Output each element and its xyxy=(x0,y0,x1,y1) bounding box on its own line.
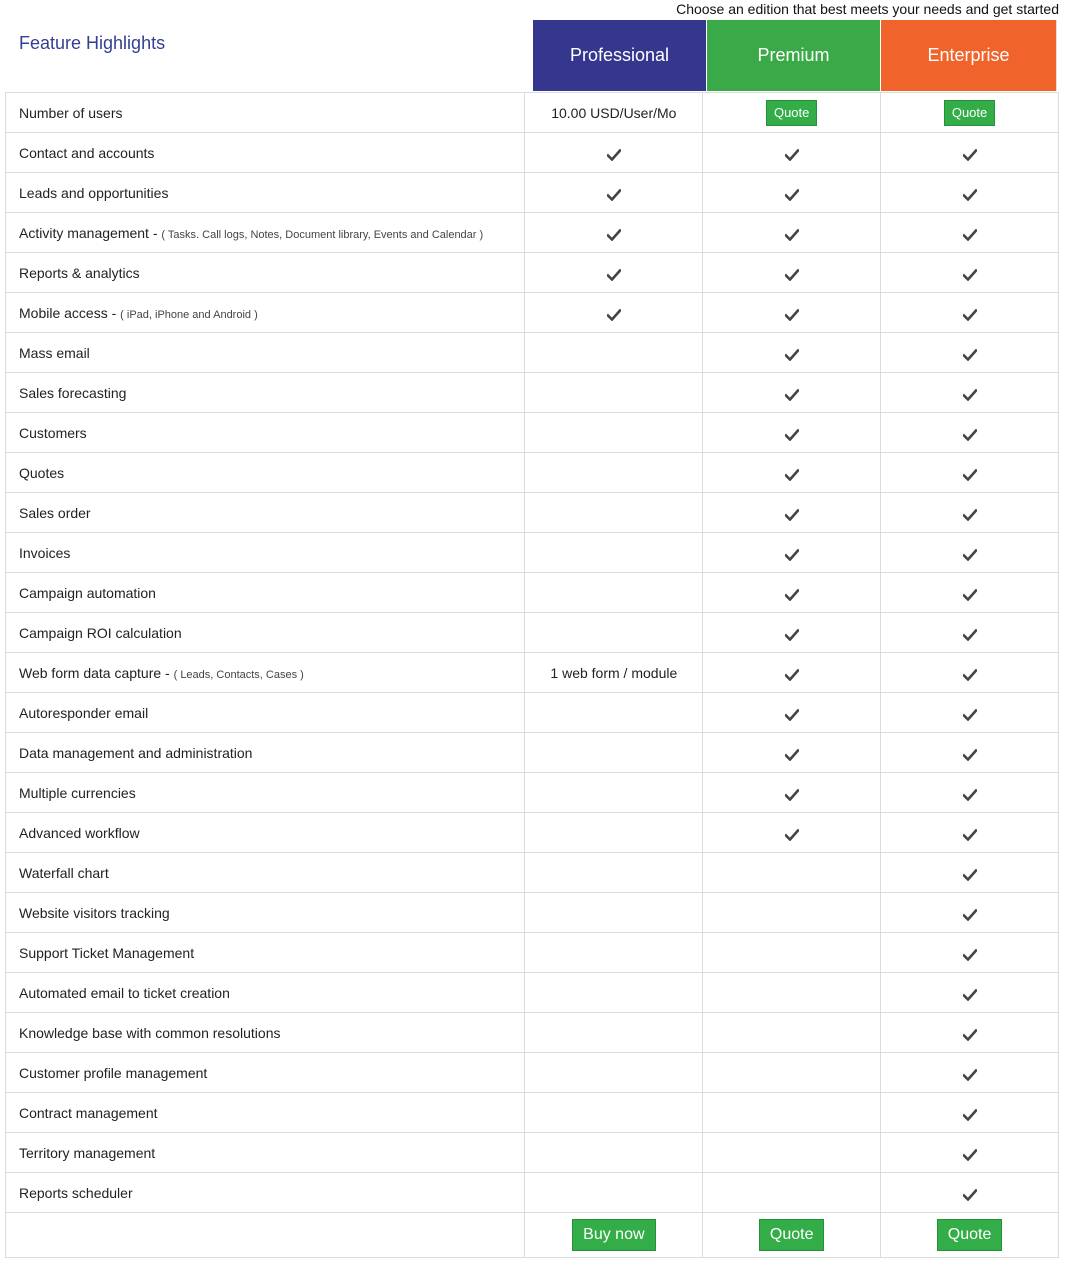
professional-cell xyxy=(525,1093,703,1133)
professional-cell xyxy=(525,653,703,693)
premium-cell xyxy=(703,653,881,693)
professional-cell xyxy=(525,373,703,413)
premium-quote-button[interactable]: Quote xyxy=(766,100,817,126)
enterprise-cell xyxy=(881,933,1059,973)
feature-highlights-heading: Feature Highlights xyxy=(19,33,166,53)
feature-label: Contact and accounts xyxy=(19,144,155,161)
feature-row xyxy=(6,413,1059,453)
premium-cell xyxy=(703,1173,881,1213)
professional-cell xyxy=(525,533,703,573)
checkmark-icon xyxy=(963,308,977,320)
checkmark-icon xyxy=(963,1108,977,1120)
professional-cell xyxy=(525,133,703,173)
feature-label: Sales order xyxy=(19,504,91,521)
enterprise-cell xyxy=(881,253,1059,293)
professional-cell xyxy=(525,893,703,933)
enterprise-quote-button[interactable]: Quote xyxy=(944,100,995,126)
checkmark-icon xyxy=(785,428,799,440)
premium-cell xyxy=(703,573,881,613)
checkmark-icon xyxy=(963,1068,977,1080)
feature-label: Territory management xyxy=(19,1144,156,1161)
feature-label: Advanced workflow xyxy=(19,824,140,841)
footer-enterprise-quote-button[interactable]: Quote xyxy=(937,1219,1003,1251)
feature-row xyxy=(6,773,1059,813)
feature-label: Customers xyxy=(19,424,87,441)
feature-row xyxy=(6,853,1059,893)
feature-row xyxy=(6,1093,1059,1133)
premium-cell xyxy=(703,973,881,1013)
premium-cell xyxy=(703,693,881,733)
feature-label: Contract management xyxy=(19,1104,158,1121)
feature-label: Customer profile management xyxy=(19,1064,208,1081)
checkmark-icon xyxy=(785,628,799,640)
feature-cell xyxy=(6,813,525,853)
professional-cell xyxy=(525,813,703,853)
tagline: Choose an edition that best meets your needs and get started xyxy=(676,1,1059,17)
professional-cell xyxy=(525,853,703,893)
checkmark-icon xyxy=(785,268,799,280)
enterprise-cell xyxy=(881,293,1059,333)
feature-label: Mass email xyxy=(19,344,90,361)
feature-row xyxy=(6,1053,1059,1093)
checkmark-icon xyxy=(963,548,977,560)
checkmark-icon xyxy=(963,228,977,240)
feature-row xyxy=(6,613,1059,653)
footer-empty-cell xyxy=(6,1213,525,1258)
feature-cell xyxy=(6,613,525,653)
professional-cell xyxy=(525,1053,703,1093)
checkmark-icon xyxy=(963,788,977,800)
professional-cell xyxy=(525,333,703,373)
feature-cell xyxy=(6,533,525,573)
feature-cell xyxy=(6,1013,525,1053)
feature-cell xyxy=(6,653,525,693)
feature-label: Support Ticket Management xyxy=(19,944,195,961)
professional-cell xyxy=(525,213,703,253)
footer-premium-quote-button[interactable]: Quote xyxy=(759,1219,825,1251)
feature-comparison-table xyxy=(5,92,1059,1258)
feature-cell xyxy=(6,573,525,613)
enterprise-cell xyxy=(881,413,1059,453)
feature-row xyxy=(6,133,1059,173)
enterprise-cell xyxy=(881,853,1059,893)
checkmark-icon xyxy=(785,388,799,400)
feature-label: Invoices xyxy=(19,544,71,561)
professional-price: 10.00 USD/User/Mo xyxy=(525,93,703,133)
checkmark-icon xyxy=(785,188,799,200)
feature-cell xyxy=(6,173,525,213)
checkmark-icon xyxy=(963,628,977,640)
checkmark-icon xyxy=(607,148,621,160)
feature-label: Number of users xyxy=(6,93,525,133)
enterprise-cell xyxy=(881,773,1059,813)
checkmark-icon xyxy=(963,268,977,280)
checkmark-icon xyxy=(607,308,621,320)
professional-cell xyxy=(525,173,703,213)
checkmark-icon xyxy=(785,828,799,840)
feature-label: Sales forecasting xyxy=(19,384,127,401)
professional-value: 1 web form / module xyxy=(550,664,678,681)
feature-label: Data management and administration xyxy=(19,744,253,761)
checkmark-icon xyxy=(785,668,799,680)
feature-row xyxy=(6,733,1059,773)
enterprise-cell xyxy=(881,93,1059,133)
premium-cell xyxy=(703,333,881,373)
premium-cell xyxy=(703,1053,881,1093)
feature-label: Quotes xyxy=(19,464,65,481)
feature-row xyxy=(6,533,1059,573)
premium-cell xyxy=(703,253,881,293)
professional-cell xyxy=(525,453,703,493)
feature-cell xyxy=(6,293,525,333)
feature-row xyxy=(6,253,1059,293)
checkmark-icon xyxy=(963,748,977,760)
enterprise-cell xyxy=(881,613,1059,653)
checkmark-icon xyxy=(607,268,621,280)
professional-cell xyxy=(525,613,703,653)
feature-cell xyxy=(6,1173,525,1213)
premium-cell xyxy=(703,813,881,853)
checkmark-icon xyxy=(963,1148,977,1160)
checkmark-icon xyxy=(785,228,799,240)
checkmark-icon xyxy=(963,868,977,880)
premium-cell xyxy=(703,773,881,813)
premium-cell xyxy=(703,893,881,933)
feature-cell xyxy=(6,933,525,973)
footer-premium-cell xyxy=(703,1213,881,1258)
checkmark-icon xyxy=(607,188,621,200)
enterprise-cell xyxy=(881,173,1059,213)
feature-label: Campaign ROI calculation xyxy=(19,624,182,641)
checkmark-icon xyxy=(963,708,977,720)
feature-row xyxy=(6,373,1059,413)
checkmark-icon xyxy=(963,1188,977,1200)
feature-row xyxy=(6,573,1059,613)
enterprise-cell xyxy=(881,973,1059,1013)
feature-label: Mobile access - xyxy=(19,304,121,321)
enterprise-cell xyxy=(881,533,1059,573)
feature-cell xyxy=(6,333,525,373)
feature-label: Reports & analytics xyxy=(19,264,140,281)
professional-cell xyxy=(525,1173,703,1213)
feature-label: Leads and opportunities xyxy=(19,184,169,201)
feature-label: Multiple currencies xyxy=(19,784,136,801)
checkmark-icon xyxy=(963,828,977,840)
feature-row xyxy=(6,1133,1059,1173)
premium-cell xyxy=(703,933,881,973)
feature-cell xyxy=(6,693,525,733)
checkmark-icon xyxy=(963,988,977,1000)
feature-cell xyxy=(6,253,525,293)
checkmark-icon xyxy=(963,148,977,160)
feature-cell xyxy=(6,413,525,453)
feature-row xyxy=(6,453,1059,493)
premium-cell xyxy=(703,1133,881,1173)
feature-cell xyxy=(6,1093,525,1133)
premium-cell xyxy=(703,493,881,533)
feature-cell xyxy=(6,773,525,813)
premium-cell xyxy=(703,213,881,253)
feature-cell xyxy=(6,973,525,1013)
feature-row xyxy=(6,493,1059,533)
professional-cell xyxy=(525,293,703,333)
feature-row xyxy=(6,1173,1059,1213)
checkmark-icon xyxy=(785,548,799,560)
feature-note: ( Leads, Contacts, Cases ) xyxy=(173,668,304,681)
feature-row xyxy=(6,213,1059,253)
enterprise-cell xyxy=(881,333,1059,373)
enterprise-cell xyxy=(881,133,1059,173)
checkmark-icon xyxy=(963,388,977,400)
checkmark-icon xyxy=(785,588,799,600)
feature-label: Website visitors tracking xyxy=(19,904,170,921)
professional-cell xyxy=(525,413,703,453)
checkmark-icon xyxy=(785,508,799,520)
checkmark-icon xyxy=(963,188,977,200)
professional-cell xyxy=(525,773,703,813)
feature-cell xyxy=(6,133,525,173)
professional-cell xyxy=(525,973,703,1013)
feature-row xyxy=(6,973,1059,1013)
checkmark-icon xyxy=(963,468,977,480)
premium-cell xyxy=(703,1013,881,1053)
checkmark-icon xyxy=(785,748,799,760)
checkmark-icon xyxy=(785,468,799,480)
checkmark-icon xyxy=(963,508,977,520)
enterprise-cell xyxy=(881,373,1059,413)
enterprise-cell xyxy=(881,453,1059,493)
buy-now-button[interactable]: Buy now xyxy=(572,1219,655,1251)
premium-cell xyxy=(703,373,881,413)
checkmark-icon xyxy=(963,588,977,600)
feature-row xyxy=(6,933,1059,973)
checkmark-icon xyxy=(785,348,799,360)
checkmark-icon xyxy=(785,708,799,720)
feature-row xyxy=(6,333,1059,373)
enterprise-cell xyxy=(881,493,1059,533)
feature-label: Reports scheduler xyxy=(19,1184,133,1201)
enterprise-cell xyxy=(881,1093,1059,1133)
premium-cell xyxy=(703,413,881,453)
premium-cell xyxy=(703,533,881,573)
professional-cell xyxy=(525,933,703,973)
professional-cell xyxy=(525,253,703,293)
feature-note: ( iPad, iPhone and Android ) xyxy=(120,308,258,321)
professional-cell xyxy=(525,1133,703,1173)
checkmark-icon xyxy=(607,228,621,240)
checkmark-icon xyxy=(963,668,977,680)
feature-label: Automated email to ticket creation xyxy=(19,984,230,1001)
checkmark-icon xyxy=(963,428,977,440)
feature-row xyxy=(6,893,1059,933)
feature-cell xyxy=(6,853,525,893)
enterprise-cell xyxy=(881,1013,1059,1053)
checkmark-icon xyxy=(785,148,799,160)
edition-enterprise-header: Enterprise xyxy=(881,20,1057,91)
feature-cell xyxy=(6,733,525,773)
professional-cell xyxy=(525,733,703,773)
feature-cell xyxy=(6,373,525,413)
enterprise-cell xyxy=(881,213,1059,253)
professional-cell xyxy=(525,693,703,733)
edition-professional-header: Professional xyxy=(533,20,707,91)
premium-cell xyxy=(703,613,881,653)
feature-label: Knowledge base with common resolutions xyxy=(19,1024,281,1041)
feature-row xyxy=(6,173,1059,213)
checkmark-icon xyxy=(963,1028,977,1040)
premium-cell xyxy=(703,733,881,773)
checkmark-icon xyxy=(963,908,977,920)
edition-headers xyxy=(533,20,1057,91)
feature-row xyxy=(6,653,1059,693)
footer-enterprise-cell xyxy=(881,1213,1059,1258)
professional-cell xyxy=(525,493,703,533)
feature-label: Autoresponder email xyxy=(19,704,149,721)
footer-row xyxy=(6,1213,1059,1258)
feature-label: Waterfall chart xyxy=(19,864,109,881)
premium-cell xyxy=(703,93,881,133)
enterprise-cell xyxy=(881,1173,1059,1213)
enterprise-cell xyxy=(881,813,1059,853)
checkmark-icon xyxy=(963,348,977,360)
professional-cell xyxy=(525,1013,703,1053)
feature-label: Web form data capture - xyxy=(19,664,174,681)
enterprise-cell xyxy=(881,653,1059,693)
feature-row xyxy=(6,693,1059,733)
enterprise-cell xyxy=(881,1053,1059,1093)
premium-cell xyxy=(703,853,881,893)
feature-cell xyxy=(6,1133,525,1173)
enterprise-cell xyxy=(881,1133,1059,1173)
premium-cell xyxy=(703,453,881,493)
feature-label: Campaign automation xyxy=(19,584,156,601)
premium-cell xyxy=(703,293,881,333)
checkmark-icon xyxy=(785,308,799,320)
feature-row xyxy=(6,813,1059,853)
checkmark-icon xyxy=(785,788,799,800)
feature-note: ( Tasks. Call logs, Notes, Document library, Events and Calendar ) xyxy=(161,228,484,241)
enterprise-cell xyxy=(881,893,1059,933)
feature-cell xyxy=(6,453,525,493)
enterprise-cell xyxy=(881,573,1059,613)
footer-professional-cell xyxy=(525,1213,703,1258)
edition-premium-header: Premium xyxy=(707,20,881,91)
feature-label: Activity management - xyxy=(19,224,162,241)
feature-cell xyxy=(6,893,525,933)
enterprise-cell xyxy=(881,693,1059,733)
premium-cell xyxy=(703,173,881,213)
enterprise-cell xyxy=(881,733,1059,773)
feature-row xyxy=(6,1013,1059,1053)
feature-row xyxy=(6,293,1059,333)
checkmark-icon xyxy=(963,948,977,960)
feature-cell xyxy=(6,493,525,533)
premium-cell xyxy=(703,1093,881,1133)
professional-cell xyxy=(525,573,703,613)
feature-cell xyxy=(6,213,525,253)
pricing-row xyxy=(6,93,1059,133)
premium-cell xyxy=(703,133,881,173)
feature-cell xyxy=(6,1053,525,1093)
